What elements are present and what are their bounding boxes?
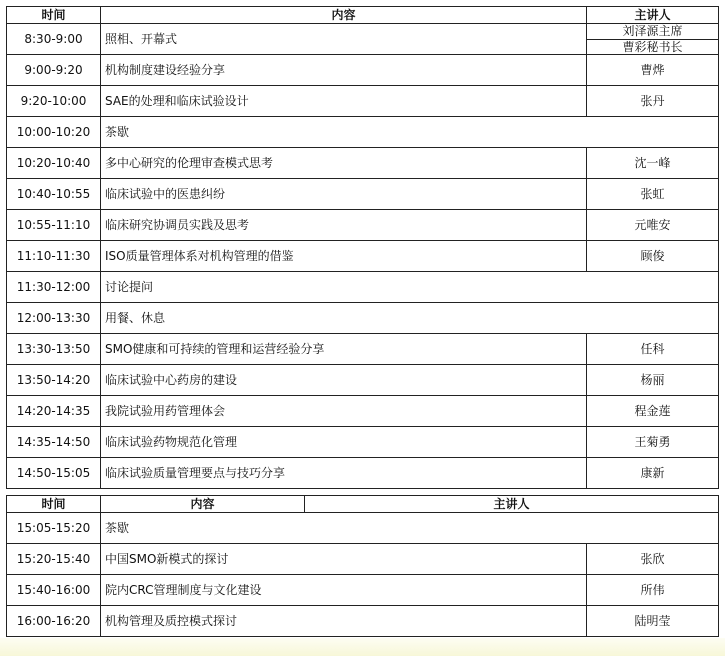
time-cell: 9:20-10:00 (7, 86, 101, 117)
speaker-cell: 曹烨 (587, 55, 719, 86)
content-cell: 临床研究协调员实践及思考 (101, 210, 587, 241)
table-row (7, 117, 719, 148)
header-content: 内容 (101, 7, 587, 24)
speaker-cell: 张虹 (587, 179, 719, 210)
content-cell: 临床试验药物规范化管理 (101, 427, 587, 458)
content-cell: 多中心研究的伦理审查模式思考 (101, 148, 587, 179)
time-cell: 10:40-10:55 (7, 179, 101, 210)
table-row (7, 427, 719, 458)
time-cell: 8:30-9:00 (7, 24, 101, 55)
time-cell: 9:00-9:20 (7, 55, 101, 86)
speaker-cell: 所伟 (587, 575, 719, 606)
header-time: 时间 (7, 496, 101, 513)
content-cell: 照相、开幕式 (101, 24, 587, 55)
time-cell: 13:30-13:50 (7, 334, 101, 365)
time-cell: 14:20-14:35 (7, 396, 101, 427)
header-speaker: 主讲人 (587, 7, 719, 24)
time-cell: 15:40-16:00 (7, 575, 101, 606)
speaker-cell: 张丹 (587, 86, 719, 117)
speaker-cell: 任科 (587, 334, 719, 365)
time-cell: 15:20-15:40 (7, 544, 101, 575)
speaker-cell: 顾俊 (587, 241, 719, 272)
speaker-cell: 张欣 (587, 544, 719, 575)
table-row (7, 544, 719, 575)
table-row (7, 241, 719, 272)
content-cell: 我院试验用药管理体会 (101, 396, 587, 427)
time-cell: 13:50-14:20 (7, 365, 101, 396)
table-header-row (7, 7, 719, 24)
table-row (7, 396, 719, 427)
time-cell: 11:10-11:30 (7, 241, 101, 272)
time-cell: 10:55-11:10 (7, 210, 101, 241)
table-row (7, 210, 719, 241)
content-cell: 机构制度建设经验分享 (101, 55, 587, 86)
content-cell: 用餐、休息 (101, 303, 719, 334)
speaker-cell: 元唯安 (587, 210, 719, 241)
table-header-row (7, 496, 719, 513)
content-cell: SAE的处理和临床试验设计 (101, 86, 587, 117)
time-cell: 16:00-16:20 (7, 606, 101, 637)
table-row (7, 606, 719, 637)
time-cell: 11:30-12:00 (7, 272, 101, 303)
header-time: 时间 (7, 7, 101, 24)
content-cell: ISO质量管理体系对机构管理的借鉴 (101, 241, 587, 272)
speaker-cell: 沈一峰 (587, 148, 719, 179)
content-cell: 临床试验质量管理要点与技巧分享 (101, 458, 587, 489)
content-cell: 临床试验中的医患纠纷 (101, 179, 587, 210)
header-speaker: 主讲人 (305, 496, 719, 513)
page-bottom-band (0, 638, 725, 656)
speaker-cell: 程金莲 (587, 396, 719, 427)
content-cell: SMO健康和可持续的管理和运营经验分享 (101, 334, 587, 365)
time-cell: 15:05-15:20 (7, 513, 101, 544)
speaker-cell: 陆明莹 (587, 606, 719, 637)
speaker-cell: 王菊勇 (587, 427, 719, 458)
time-cell: 10:00-10:20 (7, 117, 101, 148)
table-row (7, 272, 719, 303)
speaker-cell: 康新 (587, 458, 719, 489)
content-cell: 院内CRC管理制度与文化建设 (101, 575, 587, 606)
table-row (7, 365, 719, 396)
content-cell: 讨论提问 (101, 272, 719, 303)
speaker-cell: 刘泽源主席 (587, 24, 719, 40)
table-row (7, 148, 719, 179)
time-cell: 12:00-13:30 (7, 303, 101, 334)
time-cell: 10:20-10:40 (7, 148, 101, 179)
table-row (7, 86, 719, 117)
time-cell: 14:50-15:05 (7, 458, 101, 489)
schedule-table-morning (6, 6, 719, 489)
speaker-cell: 杨丽 (587, 365, 719, 396)
header-content: 内容 (101, 496, 305, 513)
schedule-table-afternoon (6, 495, 719, 637)
table-row (7, 575, 719, 606)
table-row (7, 303, 719, 334)
table-row (7, 55, 719, 86)
speaker-cell: 曹彩秘书长 (587, 39, 719, 55)
time-cell: 14:35-14:50 (7, 427, 101, 458)
content-cell: 临床试验中心药房的建设 (101, 365, 587, 396)
table-row (7, 458, 719, 489)
table-row (7, 24, 719, 40)
content-cell: 中国SMO新模式的探讨 (101, 544, 587, 575)
table-row (7, 179, 719, 210)
content-cell: 茶歇 (101, 117, 719, 148)
table-row (7, 334, 719, 365)
table-row (7, 513, 719, 544)
content-cell: 茶歇 (101, 513, 719, 544)
content-cell: 机构管理及质控模式探讨 (101, 606, 587, 637)
